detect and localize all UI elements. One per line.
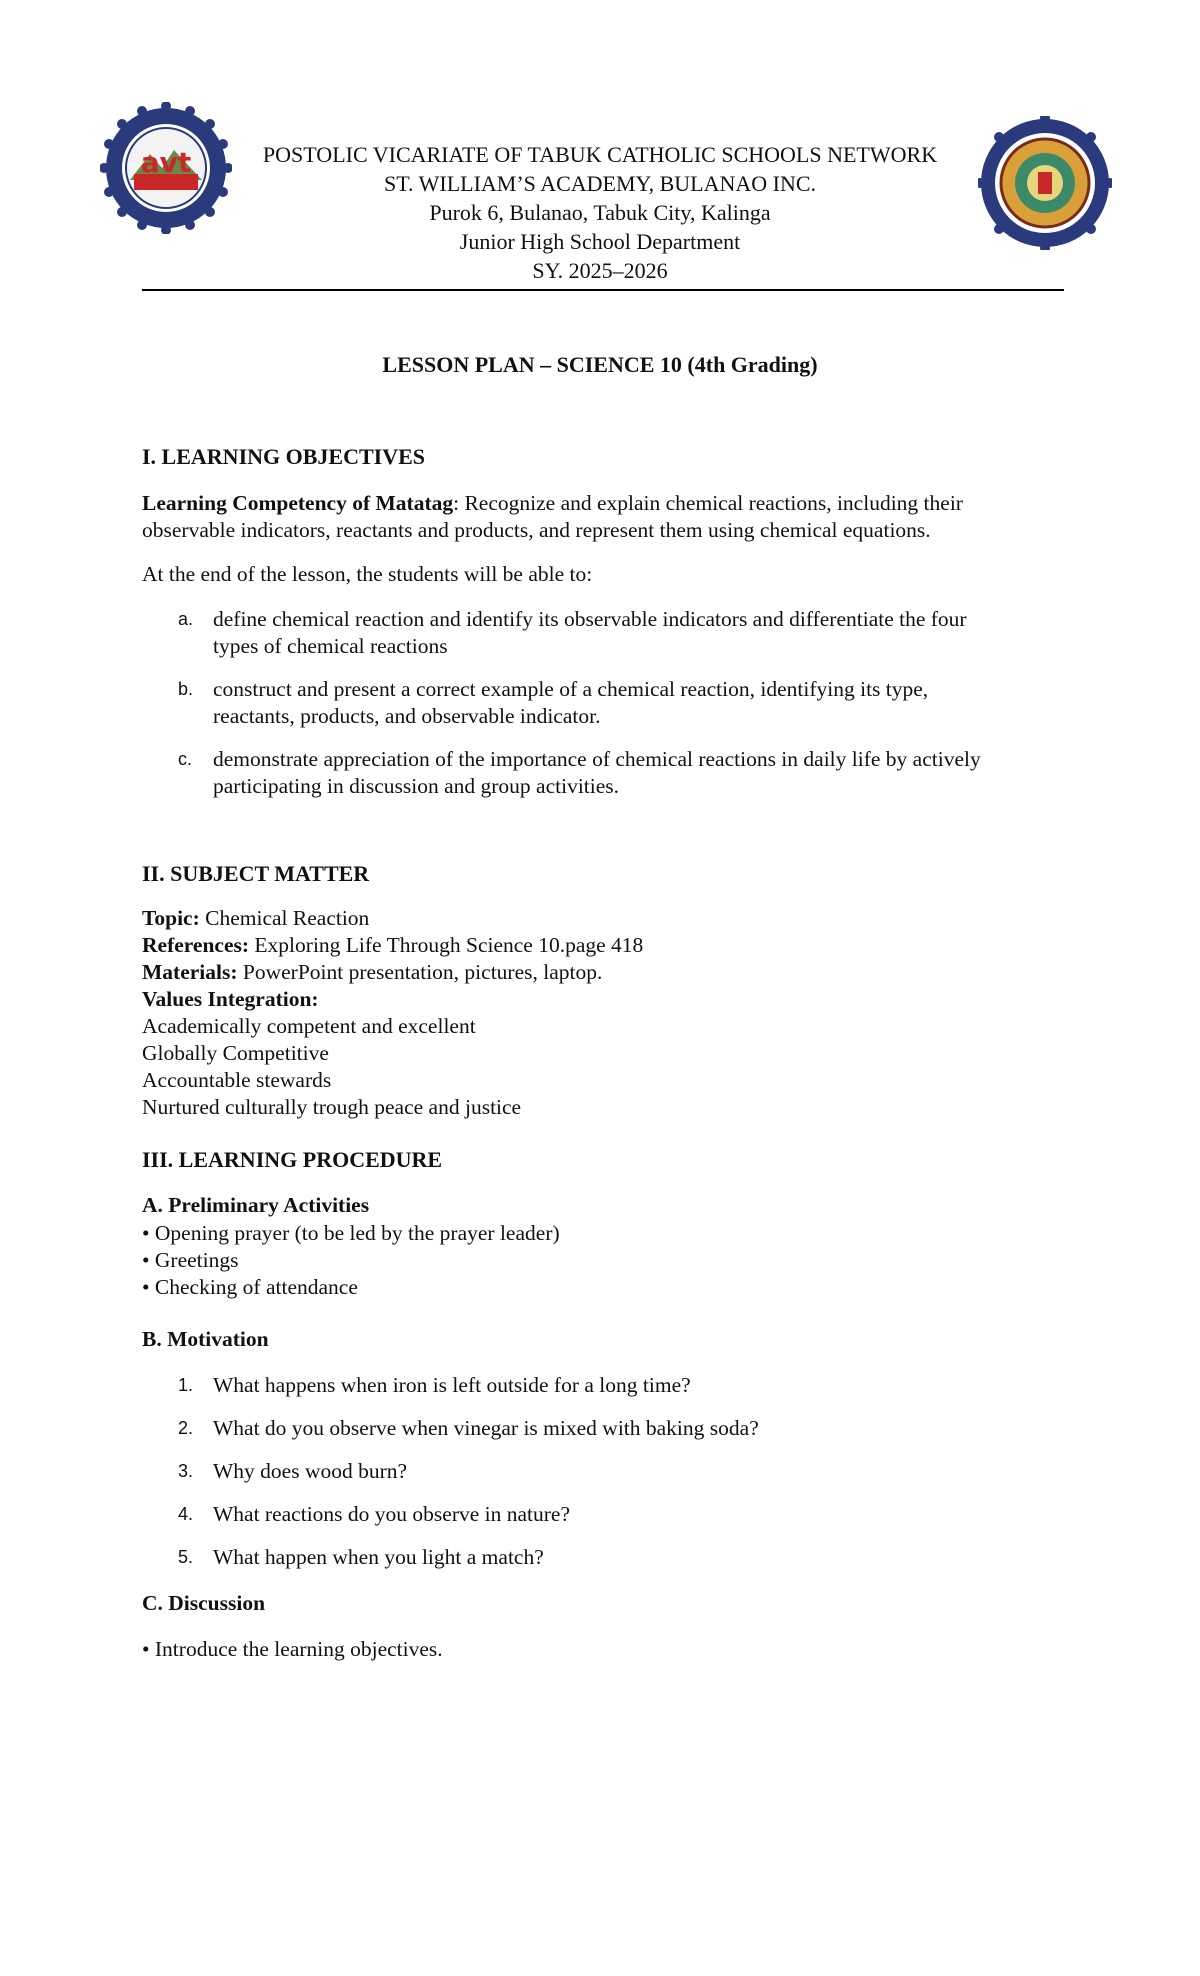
list-item: • Greetings	[142, 1248, 239, 1272]
references-value: Exploring Life Through Science 10.page 418	[249, 933, 644, 957]
page-title: LESSON PLAN – SCIENCE 10 (4th Grading)	[382, 352, 818, 377]
motivation-heading: B. Motivation	[142, 1327, 269, 1351]
preliminary-list	[142, 1220, 1082, 1301]
preliminary-heading: A. Preliminary Activities	[142, 1193, 370, 1217]
learning-competency	[142, 490, 1082, 544]
references-label: References:	[142, 933, 250, 957]
list-item-text: types of chemical reactions	[213, 634, 448, 658]
competency-text-line2: observable indicators, reactants and products, and represent them using chemical equations.	[142, 518, 931, 542]
list-item-text: What happen when you light a match?	[213, 1545, 544, 1569]
list-item-text: construct and present a correct example of a chemical reaction, identifying its type,	[213, 677, 929, 701]
school-name: ST. WILLIAM’S ACADEMY, BULANAO INC.	[383, 171, 817, 196]
header-divider	[142, 289, 1064, 291]
list-item-text: demonstrate appreciation of the importance of chemical reactions in daily life by actively	[213, 747, 981, 771]
list-item-text: What happens when iron is left outside for a long time?	[213, 1373, 691, 1397]
department-name: Junior High School Department	[459, 229, 741, 254]
value-item: Academically competent and excellent	[142, 1014, 476, 1038]
subject-matter-heading: II. SUBJECT MATTER	[142, 861, 370, 886]
topic-value: Chemical Reaction	[199, 906, 370, 930]
subject-matter-details	[142, 905, 1082, 1121]
list-item-text: What reactions do you observe in nature?	[213, 1502, 571, 1526]
value-item: Nurtured culturally trough peace and justice	[142, 1095, 522, 1119]
objectives-intro: At the end of the lesson, the students will be able to:	[142, 562, 593, 586]
list-item-text: Why does wood burn?	[213, 1459, 408, 1483]
list-marker: 5.	[178, 1547, 194, 1567]
list-item-text: reactants, products, and observable indicator.	[213, 704, 601, 728]
values-label: Values Integration:	[142, 987, 319, 1011]
competency-label: Learning Competency of Matatag	[142, 491, 454, 515]
objectives-heading: I. LEARNING OBJECTIVES	[142, 444, 426, 469]
topic-label: Topic:	[142, 906, 200, 930]
value-item: Globally Competitive	[142, 1041, 329, 1065]
list-item-text: define chemical reaction and identify its observable indicators and differentiate the four	[213, 607, 967, 631]
list-marker: 1.	[178, 1375, 194, 1395]
list-marker: 4.	[178, 1504, 194, 1524]
procedure-heading: III. LEARNING PROCEDURE	[142, 1147, 443, 1172]
list-marker: b.	[178, 679, 194, 699]
avt-mark-text: avt	[140, 146, 192, 179]
materials-value: PowerPoint presentation, pictures, laptop.	[237, 960, 603, 984]
list-item-text: What do you observe when vinegar is mixed with baking soda?	[213, 1416, 759, 1440]
school-address: Purok 6, Bulanao, Tabuk City, Kalinga	[429, 200, 771, 225]
list-marker: 2.	[178, 1418, 194, 1438]
list-item-text: participating in discussion and group activities.	[213, 774, 620, 798]
list-item: • Checking of attendance	[142, 1275, 358, 1299]
competency-text-line1: : Recognize and explain chemical reactions, including their	[453, 491, 963, 515]
list-marker: 3.	[178, 1461, 194, 1481]
school-header	[180, 140, 1020, 285]
discussion-heading: C. Discussion	[142, 1591, 266, 1615]
materials-label: Materials:	[142, 960, 238, 984]
list-item: • Introduce the learning objectives.	[142, 1637, 443, 1661]
list-item: • Opening prayer (to be led by the prayer leader)	[142, 1221, 560, 1245]
list-marker: c.	[178, 749, 193, 769]
value-item: Accountable stewards	[142, 1068, 332, 1092]
discussion-list	[142, 1636, 1082, 1663]
school-year: SY. 2025–2026	[532, 258, 668, 283]
network-name: POSTOLIC VICARIATE OF TABUK CATHOLIC SCHOOLS NETWORK	[262, 142, 938, 167]
list-marker: a.	[178, 609, 194, 629]
